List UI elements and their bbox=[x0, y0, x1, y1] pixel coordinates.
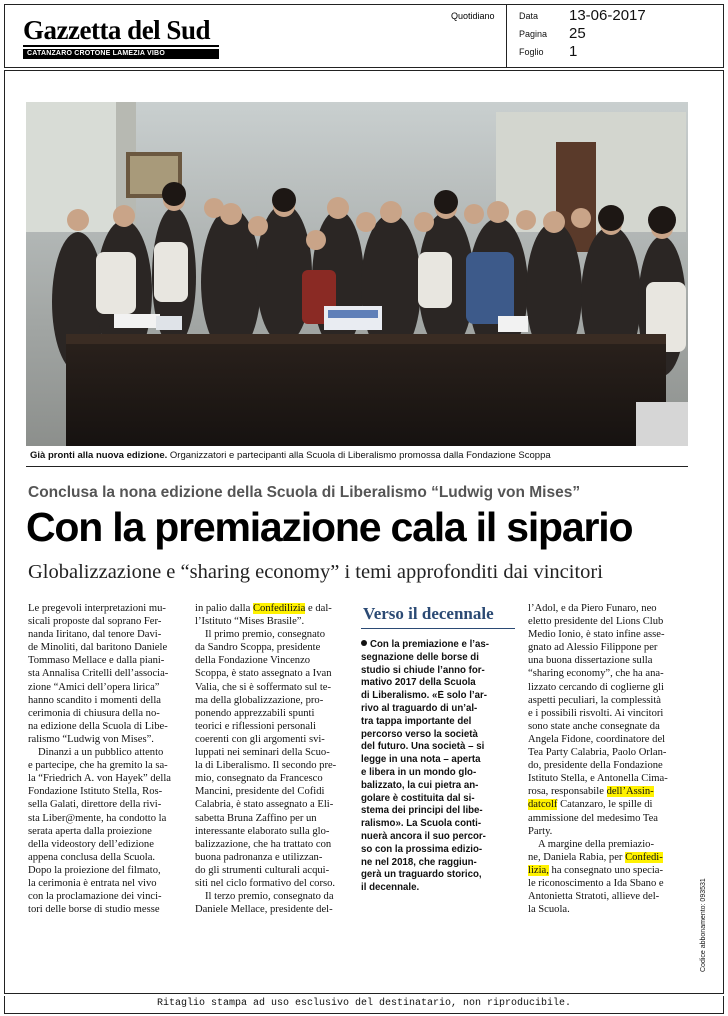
text-fragment: Con la premiazione e l’as- bbox=[370, 639, 489, 650]
meta-row-sheet bbox=[519, 43, 719, 61]
text-line: sicali proposte dal soprano Fer- bbox=[28, 616, 162, 628]
text-fragment: in palio dalla bbox=[195, 603, 253, 614]
meta-label: Data bbox=[519, 11, 539, 21]
text-line: Calabria, è stato assegnato a Eli- bbox=[195, 799, 334, 811]
highlighted-term: Confedilizia bbox=[252, 603, 306, 614]
text-line: ralismo». La Scuola conti- bbox=[361, 818, 482, 830]
text-fragment: e dal- bbox=[305, 603, 332, 614]
text-line: hanno scandito i momenti della bbox=[28, 694, 161, 706]
text-line: sono state anche consegnate da bbox=[528, 720, 660, 732]
article-title: Con la premiazione cala il sipario bbox=[26, 504, 633, 550]
text-line: do, presidente della Fondazione bbox=[528, 760, 663, 772]
text-line: sta Annalisa Critelli dell’associa- bbox=[28, 668, 169, 680]
text-line: lizzato cercando di coglierne gli bbox=[528, 681, 664, 693]
text-line: sella Galati, direttore della rivi- bbox=[28, 799, 162, 811]
text-line: il decennale. bbox=[361, 882, 420, 894]
text-line: ralismo “Ludwig von Mises”. bbox=[28, 733, 154, 745]
text-line: l’Istituto “Mises Brasile”. bbox=[195, 616, 305, 628]
photo-caption bbox=[30, 450, 690, 461]
meta-value: 1 bbox=[569, 43, 578, 60]
text-line: stema dei principi del libe- bbox=[361, 805, 483, 817]
text-line: nanda Iiritano, dal tenore Davi- bbox=[28, 629, 162, 641]
meta-row-date bbox=[519, 7, 719, 25]
text-line: rivo al traguardo di un’al- bbox=[361, 702, 478, 714]
text-line: serata aperta dalla proiezione bbox=[28, 825, 152, 837]
text-line: con la proclamazione dei vinci- bbox=[28, 891, 162, 903]
text-line: segnazione delle borse di bbox=[361, 651, 479, 663]
caption-bold: Già pronti alla nuova edizione. bbox=[30, 450, 168, 461]
edition-cities: CATANZARO CROTONE LAMEZIA VIBO bbox=[23, 49, 219, 59]
meta-label: Pagina bbox=[519, 29, 548, 39]
text-line: Medio Ionio, è stato infine asse- bbox=[528, 629, 665, 641]
text-line: Scoppa, è stato assegnato a Ivan bbox=[195, 668, 332, 680]
text-line: sta Liber@mente, ha condotto la bbox=[28, 812, 167, 824]
text-line: balizzato, la cui pietra an- bbox=[361, 779, 479, 791]
highlighted-term: datcolf bbox=[528, 799, 558, 811]
text-line: Il primo premio, consegnato bbox=[205, 629, 326, 641]
newspaper-logo-box bbox=[5, 5, 507, 67]
text-line: Tommaso Mellace e dalla piani- bbox=[28, 655, 165, 667]
sidebar-body bbox=[361, 639, 519, 895]
text-line: Valia, che si è soffermato sul te- bbox=[195, 681, 332, 693]
text-line: percorso verso la società bbox=[361, 728, 478, 740]
text-line: Dinanzi a un pubblico attento bbox=[38, 747, 164, 759]
text-line: do gli strumenti culturali acqui- bbox=[195, 864, 330, 876]
text-line: del futuro. Una società – si bbox=[361, 741, 485, 753]
text-line: e partecipe, che ha gremito la sa- bbox=[28, 760, 168, 772]
text-line: una buona dissertazione sulla bbox=[528, 655, 653, 667]
text-line: na edizione della Scuola di Libe- bbox=[28, 720, 168, 732]
text-line: coerenti con gli argomenti svi- bbox=[195, 733, 325, 745]
sidebar-box bbox=[361, 604, 519, 900]
text-line: la di Liberalismo. Il secondo pre- bbox=[195, 760, 337, 772]
text-line: Party. bbox=[528, 825, 553, 837]
text-line: della Fondazione Vincenzo bbox=[195, 655, 311, 667]
text-line bbox=[361, 639, 519, 652]
text-line: Angela Fidone, coordinatore del bbox=[528, 733, 666, 745]
meta-value: 13-06-2017 bbox=[569, 7, 646, 24]
text-line bbox=[528, 851, 690, 864]
text-line: e i possibili risvolti. Ai vincitori bbox=[528, 707, 664, 719]
text-line: interessante elaborato sulla glo- bbox=[195, 825, 330, 837]
text-line: mio, consegnato da Francesco bbox=[195, 773, 323, 785]
text-line: Il terzo premio, consegnato da bbox=[205, 891, 334, 903]
text-line: le riconoscimento a Ida Sbano e bbox=[528, 877, 664, 889]
text-line: gnato ad Alessio Filippone per bbox=[528, 642, 658, 654]
text-line: Daniele Mellace, presidente del- bbox=[195, 904, 333, 916]
article-column-1 bbox=[28, 602, 188, 916]
text-line: cerimonia di chiusura della no- bbox=[28, 707, 160, 719]
article-column-2 bbox=[195, 602, 355, 916]
meta-row-page bbox=[519, 25, 719, 43]
text-fragment: Catanzaro, le spille di bbox=[557, 799, 653, 811]
text-line: “sharing economy”, che ha ana- bbox=[528, 668, 664, 680]
article-column-4 bbox=[528, 602, 690, 916]
text-line: ponendo apprezzabili spunti bbox=[195, 707, 315, 719]
text-line: Antonietta Stratoti, allieve del- bbox=[528, 891, 660, 903]
text-line: eletto presidente del Lions Club bbox=[528, 616, 664, 628]
text-line: Istituto Stella, e Antonella Cima- bbox=[528, 773, 668, 785]
text-line: tra tappa importante del bbox=[361, 715, 472, 727]
article-kicker: Conclusa la nona edizione della Scuola di Liberalismo “Ludwig von Mises” bbox=[28, 484, 581, 501]
logo-divider bbox=[23, 45, 219, 47]
text-line: da Sandro Scoppa, presidente bbox=[195, 642, 321, 654]
bullet-icon bbox=[361, 640, 367, 646]
caption-text: Organizzatori e partecipanti alla Scuola di Liberalismo promossa dalla Fondazione Scoppa bbox=[167, 450, 551, 461]
text-line: nuerà ancora il suo percor- bbox=[361, 830, 486, 842]
highlighted-term: lizia, bbox=[528, 864, 549, 876]
text-line: la “Friedrich A. von Hayek” della bbox=[28, 773, 171, 785]
text-line: della videostory dell’edizione bbox=[28, 838, 154, 850]
text-line: mativo 2017 della Scuola bbox=[361, 677, 476, 689]
meta-value: 25 bbox=[569, 25, 586, 42]
text-line: ammissione del medesimo Tea bbox=[528, 812, 658, 824]
text-line: ma della globalizzazione, pro- bbox=[195, 694, 324, 706]
text-line: Le pregevoli interpretazioni mu- bbox=[28, 603, 166, 614]
sidebar-divider bbox=[361, 628, 515, 629]
text-line: Fondazione Istituto Stella, Ros- bbox=[28, 786, 163, 798]
text-line: di Liberalismo. «È solo l’ar- bbox=[361, 690, 487, 702]
group-photo bbox=[26, 102, 688, 446]
text-line: la Scuola. bbox=[528, 904, 570, 916]
text-line: sabetta Bruna Zaffino per un bbox=[195, 812, 317, 824]
group-photo-illustration bbox=[26, 102, 688, 446]
clipping-disclaimer: Ritaglio stampa ad uso esclusivo del destinatario, non riproducibile. bbox=[4, 996, 724, 1014]
text-line: tori delle borse di studio messe bbox=[28, 904, 160, 916]
text-fragment: ne, Daniela Rabia, per bbox=[528, 851, 626, 863]
text-line: zione “Amici dell’opera lirica” bbox=[28, 681, 160, 693]
text-fragment: ha consegnato uno specia- bbox=[548, 864, 664, 876]
text-line: legge in una nota – aperta bbox=[361, 754, 481, 766]
text-line: studio si chiude l’anno for- bbox=[361, 664, 485, 676]
highlighted-term: dell’Assin- bbox=[606, 786, 654, 798]
text-line bbox=[195, 602, 355, 615]
text-line: gerà un traguardo storico, bbox=[361, 869, 482, 881]
text-line: Tea Party Calabria, Paolo Orlan- bbox=[528, 747, 667, 759]
text-line bbox=[528, 864, 690, 877]
text-line: Dopo la proiezione del filmato, bbox=[28, 864, 161, 876]
text-line: aspetti peculiari, la complessità bbox=[528, 694, 661, 706]
text-line: buona padronanza e utilizzan- bbox=[195, 851, 323, 863]
text-line: golare è costituita dal si- bbox=[361, 792, 475, 804]
text-line: appena conclusa della Scuola. bbox=[28, 851, 156, 863]
subscription-code: Codice abbonamento: 093531 bbox=[700, 878, 707, 972]
masthead bbox=[4, 4, 724, 68]
clipping-metadata bbox=[509, 5, 723, 67]
text-line: la cerimonia è entrata nel vivo bbox=[28, 877, 157, 889]
text-line: l’Adol, e da Piero Funaro, neo bbox=[528, 603, 657, 614]
article-subtitle: Globalizzazione e “sharing economy” i temi approfonditi dai vincitori bbox=[28, 561, 603, 583]
text-line bbox=[528, 785, 690, 798]
text-line: Mancini, presidente del Cofidi bbox=[195, 786, 325, 798]
text-line bbox=[528, 798, 690, 811]
text-line: balizzazione, che ha trattato con bbox=[195, 838, 332, 850]
meta-label: Foglio bbox=[519, 47, 544, 57]
text-line: teorici e riflessioni personali bbox=[195, 720, 316, 732]
text-line: e libera in un mondo glo- bbox=[361, 766, 477, 778]
newspaper-logo: Gazzetta del Sud bbox=[23, 15, 210, 45]
text-line: ne nel 2018, che raggiun- bbox=[361, 856, 477, 868]
sidebar-title: Verso il decennale bbox=[363, 604, 494, 623]
periodicity-label: Quotidiano bbox=[451, 11, 495, 21]
text-line: siti nel ciclo formativo del corso. bbox=[195, 877, 336, 889]
text-fragment: rosa, responsabile bbox=[528, 786, 607, 798]
text-line: A margine della premiazio- bbox=[538, 838, 654, 850]
text-line: so con la prossima edizio- bbox=[361, 843, 483, 855]
text-line: de Minoliti, dal baritono Daniele bbox=[28, 642, 168, 654]
text-line: luppati nei seminari della Scuo- bbox=[195, 747, 330, 759]
caption-divider bbox=[26, 466, 688, 467]
highlighted-term: Confedi- bbox=[625, 851, 663, 863]
